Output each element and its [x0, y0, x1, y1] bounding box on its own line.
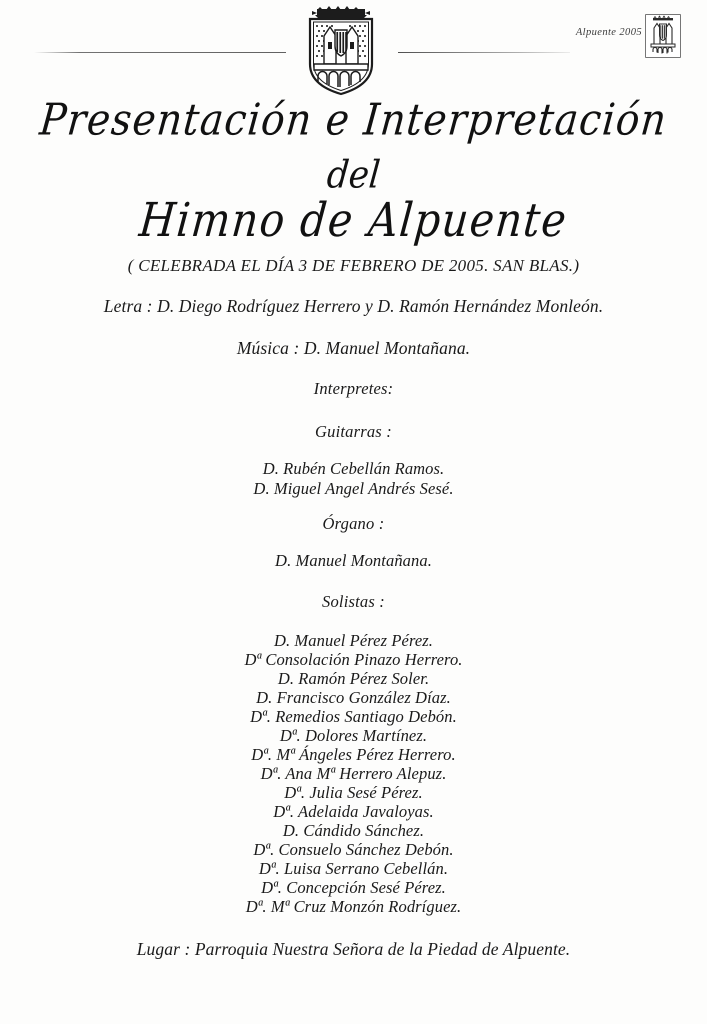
section-heading-guitarras: Guitarras :: [315, 422, 392, 441]
venue-line: Lugar : Parroquia Nuestra Señora de la Piedad de Alpuente.: [136, 939, 571, 959]
title-line-2: del: [325, 152, 382, 198]
section-heading-solistas: Solistas :: [322, 592, 385, 611]
soloist-name: Dª. Mª Ángeles Pérez Herrero.: [251, 745, 456, 764]
performer-name: D. Manuel Montañana.: [275, 551, 432, 570]
soloist-name: Dª. Remedios Santiago Debón.: [250, 707, 457, 726]
alpuente-coat-of-arms-icon: [299, 6, 383, 96]
event-date-subtitle: ( CELEBRADA EL DÍA 3 DE FEBRERO DE 2005. SAN BLAS.): [127, 256, 580, 275]
header-rule-right: [398, 52, 570, 53]
credit-lyrics: Letra : D. Diego Rodríguez Herrero y D. Ramón Hernández Monleón.: [103, 296, 604, 316]
soloist-name: Dª. Mª Cruz Monzón Rodríguez.: [245, 897, 462, 916]
soloist-name: Dª. Luisa Serrano Cebellán.: [258, 859, 449, 878]
soloist-name: Dª. Dolores Martínez.: [279, 726, 428, 745]
page-header: [0, 0, 707, 100]
performer-name: D. Miguel Angel Andrés Sesé.: [253, 479, 454, 498]
section-heading-organo: Órgano :: [322, 514, 385, 533]
title-line-3: Himno de Alpuente: [137, 192, 570, 248]
performers-heading: Interpretes:: [313, 379, 394, 398]
alpuente-coat-of-arms-small-icon: [645, 14, 681, 58]
header-label: Alpuente 2005: [575, 27, 642, 38]
soloist-name: Dª. Julia Sesé Pérez.: [284, 783, 423, 802]
soloist-name: Dª. Consuelo Sánchez Debón.: [253, 840, 454, 859]
performer-name: D. Rubén Cebellán Ramos.: [262, 459, 445, 478]
soloist-name: Dª. Ana Mª Herrero Alepuz.: [260, 764, 447, 783]
aragon-bars-escutcheon-icon: [335, 30, 347, 56]
header-rule-left: [34, 52, 286, 53]
soloist-name: D. Ramón Pérez Soler.: [277, 669, 430, 688]
soloist-name: Dª Consolación Pinazo Herrero.: [244, 650, 463, 669]
soloist-name: Dª. Concepción Sesé Pérez.: [261, 878, 446, 897]
soloist-name: D. Cándido Sánchez.: [282, 821, 425, 840]
soloist-name: Dª. Adelaida Javaloyas.: [273, 802, 434, 821]
soloist-name: D. Francisco González Díaz.: [256, 688, 451, 707]
credit-music: Música : D. Manuel Montañana.: [236, 338, 471, 358]
title-line-1: Presentación e Interpretación: [37, 95, 670, 146]
soloist-name: D. Manuel Pérez Pérez.: [273, 631, 434, 650]
